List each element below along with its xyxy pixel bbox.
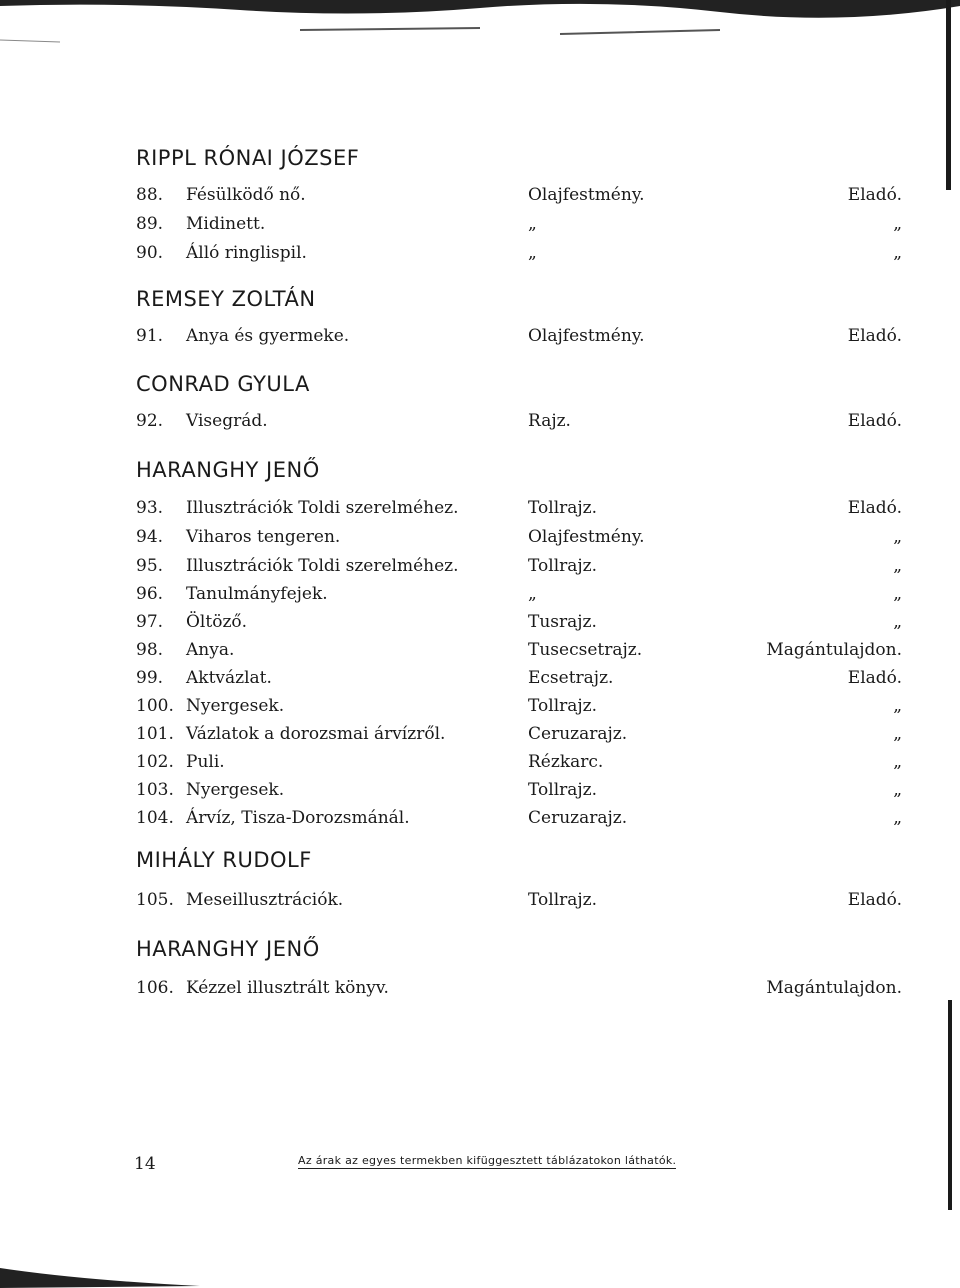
entry-number: 97. (136, 612, 164, 632)
catalog-entry (0, 724, 960, 750)
catalog-entry (0, 696, 960, 722)
entry-technique: „ (528, 584, 537, 604)
entry-technique: Tollrajz. (528, 498, 598, 518)
entry-status: Magántulajdon. (766, 640, 902, 660)
catalog-entry (0, 498, 960, 524)
entry-technique: Rézkarc. (528, 752, 604, 772)
entry-title: Árvíz, Tisza-Dorozsmánál. (186, 808, 410, 828)
entry-technique: Olajfestmény. (528, 527, 645, 547)
entry-status: „ (893, 724, 902, 744)
catalog-entry (0, 243, 960, 269)
entry-number: 91. (136, 326, 164, 346)
catalog-entry (0, 527, 960, 553)
entry-status: „ (893, 752, 902, 772)
entry-title: Anya. (186, 640, 235, 660)
entry-number: 104. (136, 808, 174, 828)
catalog-entry (0, 752, 960, 778)
entry-technique: Rajz. (528, 411, 571, 431)
entry-technique: „ (528, 214, 537, 234)
catalog-entry (0, 978, 960, 1004)
entry-title: Nyergesek. (186, 780, 285, 800)
catalog-entry (0, 584, 960, 610)
catalog-entry (0, 214, 960, 240)
page-number: 14 (134, 1154, 156, 1174)
entry-title: Illusztrációk Toldi szerelméhez. (186, 498, 459, 518)
catalog-entry (0, 890, 960, 916)
entry-number: 93. (136, 498, 164, 518)
entry-technique: Tusecsetrajz. (528, 640, 643, 660)
entry-number: 90. (136, 243, 164, 263)
entry-number: 92. (136, 411, 164, 431)
entry-number: 101. (136, 724, 174, 744)
artist-heading: CONRAD GYULA (136, 372, 310, 396)
entry-status: Eladó. (847, 185, 902, 205)
entry-status: Eladó. (847, 668, 902, 688)
artist-heading: MIHÁLY RUDOLF (136, 848, 312, 872)
catalog-entry (0, 411, 960, 437)
catalog-entry (0, 808, 960, 834)
entry-technique: Ceruzarajz. (528, 808, 628, 828)
entry-technique: Ecsetrajz. (528, 668, 614, 688)
entry-title: Midinett. (186, 214, 266, 234)
entry-title: Aktvázlat. (186, 668, 272, 688)
catalog-entry (0, 780, 960, 806)
entry-title: Álló ringlispil. (186, 243, 307, 263)
entry-number: 103. (136, 780, 174, 800)
entry-status: „ (893, 584, 902, 604)
entry-number: 88. (136, 185, 164, 205)
entry-title: Illusztrációk Toldi szerelméhez. (186, 556, 459, 576)
entry-title: Visegrád. (186, 411, 268, 431)
entry-technique: Tollrajz. (528, 696, 598, 716)
entry-title: Kézzel illusztrált könyv. (186, 978, 389, 998)
footer-note: Az árak az egyes termekben kifüggesztett táblázatokon láthatók. (298, 1154, 677, 1167)
entry-number: 106. (136, 978, 174, 998)
entry-status: Eladó. (847, 411, 902, 431)
entry-number: 100. (136, 696, 174, 716)
entry-status: „ (893, 612, 902, 632)
catalog-entry (0, 326, 960, 352)
artist-heading: HARANGHY JENŐ (136, 458, 320, 482)
entry-status: Eladó. (847, 890, 902, 910)
entry-technique: Tusrajz. (528, 612, 597, 632)
entry-technique: Tollrajz. (528, 890, 598, 910)
entry-title: Nyergesek. (186, 696, 285, 716)
entry-title: Viharos tengeren. (186, 527, 341, 547)
entry-number: 94. (136, 527, 164, 547)
entry-status: Magántulajdon. (766, 978, 902, 998)
entry-technique: Olajfestmény. (528, 326, 645, 346)
entry-number: 105. (136, 890, 174, 910)
entry-number: 89. (136, 214, 164, 234)
entry-number: 102. (136, 752, 174, 772)
entry-title: Öltöző. (186, 612, 248, 632)
entry-number: 99. (136, 668, 164, 688)
artist-heading: HARANGHY JENŐ (136, 937, 320, 961)
catalog-entry (0, 612, 960, 638)
entry-status: „ (893, 243, 902, 263)
entry-status: „ (893, 696, 902, 716)
entry-status: Eladó. (847, 326, 902, 346)
entry-status: „ (893, 780, 902, 800)
catalog-entry (0, 556, 960, 582)
entry-status: „ (893, 808, 902, 828)
entry-status: „ (893, 214, 902, 234)
entry-status: Eladó. (847, 498, 902, 518)
entry-title: Fésülködő nő. (186, 185, 306, 205)
entry-number: 96. (136, 584, 164, 604)
entry-title: Anya és gyermeke. (186, 326, 350, 346)
entry-technique: „ (528, 243, 537, 263)
artist-heading: REMSEY ZOLTÁN (136, 287, 316, 311)
entry-technique: Olajfestmény. (528, 185, 645, 205)
artist-heading: RIPPL RÓNAI JÓZSEF (136, 146, 360, 170)
entry-technique: Tollrajz. (528, 780, 598, 800)
entry-status: „ (893, 556, 902, 576)
entry-title: Meseillusztrációk. (186, 890, 344, 910)
entry-number: 98. (136, 640, 164, 660)
entry-technique: Tollrajz. (528, 556, 598, 576)
entry-number: 95. (136, 556, 164, 576)
entry-technique: Ceruzarajz. (528, 724, 628, 744)
entry-title: Tanulmányfejek. (186, 584, 328, 604)
entry-status: „ (893, 527, 902, 547)
entry-title: Vázlatok a dorozsmai árvízről. (186, 724, 446, 744)
catalog-entry (0, 668, 960, 694)
catalog-entry (0, 185, 960, 211)
entry-title: Puli. (186, 752, 225, 772)
catalog-entry (0, 640, 960, 666)
